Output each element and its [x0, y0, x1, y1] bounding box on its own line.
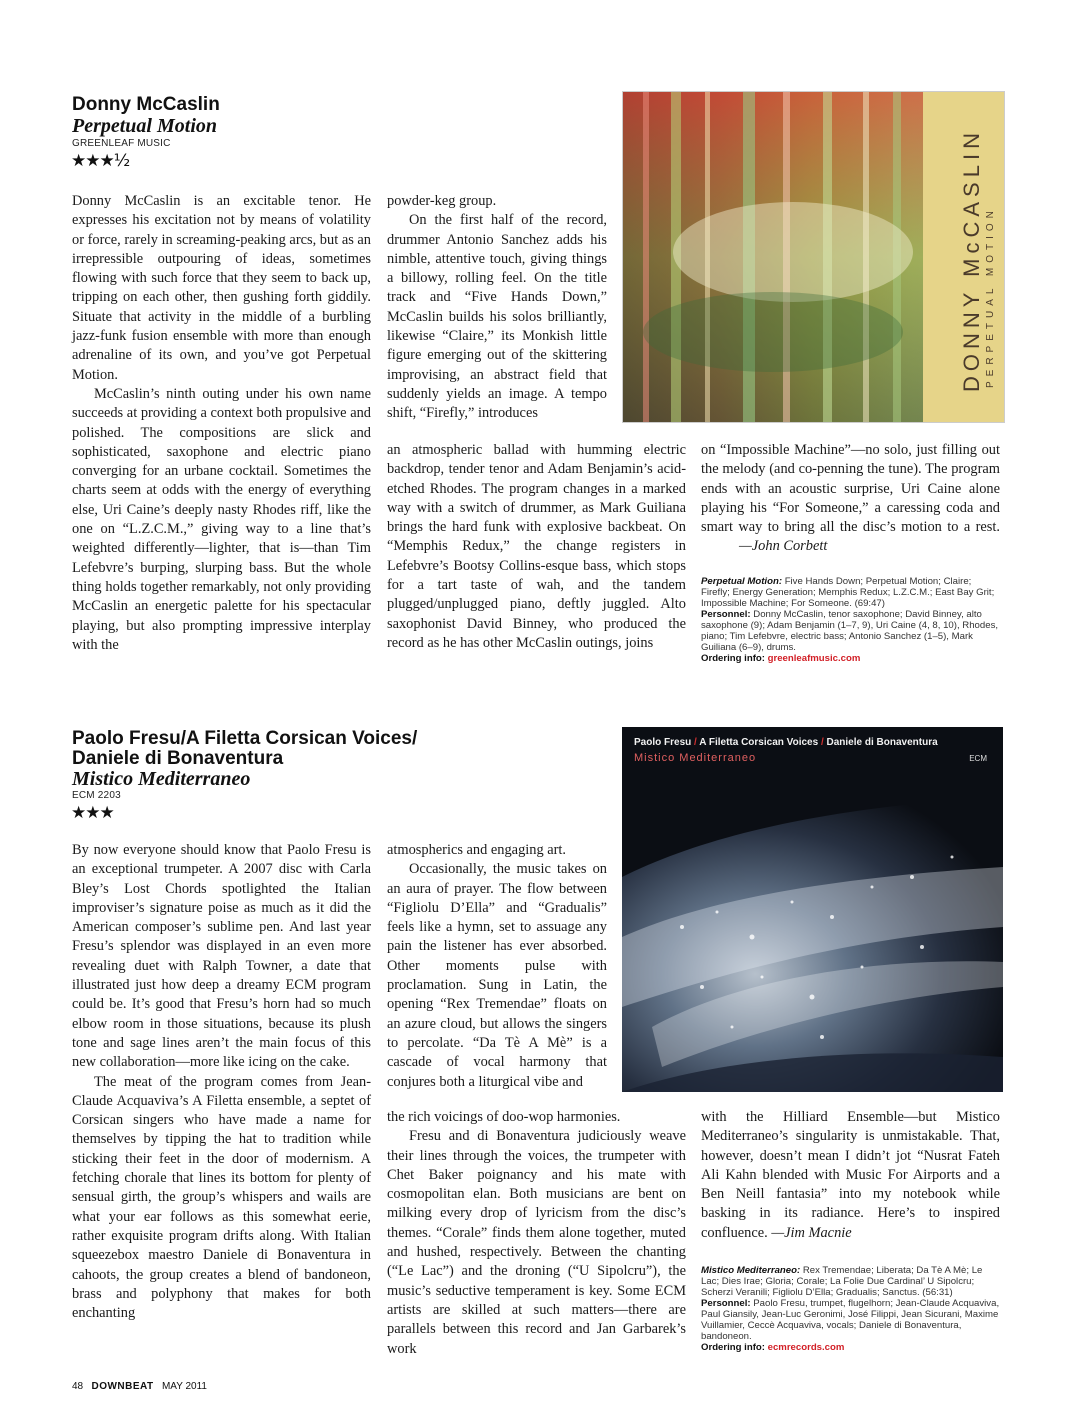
review1-col2-paragraph-1: powder-keg group.	[387, 193, 497, 209]
page-number: 48	[72, 1381, 84, 1392]
review1-cover-art	[623, 92, 1004, 422]
review2-ordering-link[interactable]: ecmrecords.com	[767, 1342, 845, 1353]
review2-col2-paragraph-3: the rich voicings of doo-wop harmonies.	[387, 1109, 621, 1125]
review1-star-rating: ★★★½	[71, 151, 130, 171]
review1-column-2-bottom	[387, 441, 686, 653]
magazine-name: DOWNBEAT	[91, 1381, 154, 1392]
page-footer	[72, 1381, 207, 1392]
review2-personnel: Paolo Fresu, trumpet, flugelhorn; Jean-Claude Acquaviva, Paul Giansily, Jean-Luc Geronimi, José Filippi, Jean Sicurani, Maxime Vuillamier, Ceccè Acquaviva, vocals; Daniele di Bonaventura, bandoneon.	[701, 1298, 1000, 1342]
review1-col1-paragraph-1: Donny McCaslin is an excitable tenor. He expresses his excitation not by means of volatility or force, rarely in screaming-peaking arcs, but as an irrepressible outpouring of ideas, sometimes flowing with such force that they seem to back up, tripping on each other, then gushing forth giddily. Situate that activity in the middle of a burbling jazz-funk fusion ensemble with more than enough adrenaline of its own, and you’ve got Perpetual Motion.	[72, 193, 371, 383]
review2-artist-line-1: Paolo Fresu/A Filetta Corsican Voices/	[72, 728, 418, 749]
review2-personnel-label: Personnel:	[701, 1298, 751, 1309]
review1-personnel: Donny McCaslin, tenor saxophone; David Binney, alto saxophone (9); Adam Benjamin (1–7, 9), Uri Caine (4, 8, 10), Rhodes, piano; Tim Lefebvre, electric bass; Antonio Sanchez (1–5), Mark Guiliana (6–9), drums.	[701, 609, 999, 653]
review1-tracks: Five Hands Down; Perpetual Motion; Claire; Firefly; Energy Generation; Memphis Redux; L.Z.C.M.; East Bay Grit; Impossible Machine; For Someone. (69:47)	[701, 576, 995, 609]
issue-date: MAY 2011	[161, 1381, 207, 1392]
review2-cover-artists: Paolo Fresu / A Filetta Corsican Voices / Daniele di Bonaventura	[634, 737, 938, 748]
review1-artist: Donny McCaslin	[72, 94, 220, 115]
review1-col1-paragraph-2: McCaslin’s ninth outing under his own name succeeds at providing a context both propulsive and polished. The compositions are slick and sophisticated, saxophone and electric piano converging for an urbane cocktail. Sometimes the charts seem at odds with the energy of everything else, Uri Caine’s deeply nasty Rhodes riff, like the one on “L.Z.C.M.,” giving way to a line that’s weighted differently—lighter, that is—than Tim Lefebvre’s burping, slurping bass. But the whole thing holds together remarkably, not only providing McCaslin an energetic palette for his spectacular playing, but also prompting impressive interplay with the	[72, 385, 371, 653]
review1-cover-artist-name: DONNY McCASLIN	[959, 128, 984, 392]
review2-artist-line-2: Daniele di Bonaventura	[72, 748, 284, 769]
review1-cover-album-name: PERPETUAL MOTION	[985, 206, 996, 388]
review1-col3-paragraph: on “Impossible Machine”—no solo, just filling out the melody (and co-penning the tune). The program ends with an acoustic surprise, Uri Caine alone playing his “For Someone,” a caressing coda and smart way to bring all the disc’s motion to a rest.—John Corbett	[701, 442, 1000, 555]
review2-column-3	[701, 1108, 1000, 1243]
review2-col1-paragraph-1: By now everyone should know that Paolo Fresu is an exceptional trumpeter. A 2007 disc with Carla Bley’s Lost Chords spotlighted the Italian improviser’s signature poise as much as it did the American composer’s sublime pen. And last year Fresu’s splendor was displayed in an even more revealing duet with Ralph Towner, a date that illustrated just how deep a dreamy ECM program could be. It’s good that Fresu’s horn had so much elbow room in those situations, because its plush tone and sage lines aren’t the main focus of this new collaboration—more like icing on the cake.	[72, 842, 371, 1071]
review1-signature: —John Corbett	[739, 538, 828, 555]
review2-col2-paragraph-2: Occasionally, the music takes on an aura of prayer. The flow between “Figliolu D’Ella” and “Gradualis” feels like a hymn, set to assuage any pain the listener has ever absorbed. Other moments pulse with proclamation. Sung in Latin, the opening “Rex Tremendae” floats on an azure cloud, but allows the singers to percolate. “Da Tè A Mè” is a cascade of vocal harmony that conjures both a liturgical vibe and	[387, 861, 607, 1090]
review1-ordering-label: Ordering info:	[701, 653, 765, 664]
review1-col2-paragraph-2: On the first half of the record, drummer Antonio Sanchez adds his nimble, attentive touch, giving things a billowy, rolling feel. On the title track and “Five Hands Down,” McCaslin builds his solos brilliantly, likewise “Claire,” its Monkish little figure emerging out of the skittering improvising, an abstract field that suddenly yields an image. A tempo shift, “Firefly,” introduces	[387, 212, 607, 422]
review1-album-title: Perpetual Motion	[72, 115, 218, 137]
review2-tracks: Rex Tremendae; Liberata; Da Tè A Mè; Le Lac; Dies Irae; Gloria; Corale; La Folie Due Cardinal’ U Sipolcru; Scherzi Veranili; Figliolu D’Ella; Gradualis; Sanctus. (56:31)	[701, 1265, 983, 1298]
review2-record-label: ECM 2203	[72, 790, 121, 801]
review2-cover-title: Mistico Mediterraneo	[634, 752, 757, 764]
review2-album-cover	[622, 727, 1003, 1092]
review2-track-listing	[701, 1265, 1000, 1353]
review2-col2-paragraph-4: Fresu and di Bonaventura judiciously weave their lines through the voices, the trumpeter with Chet Baker poignancy and his mate with cosmopolitan elan. Both musicians are bent on milking every drop of lyricism from the disc’s themes. “Corale” finds them alone together, muted and hushed, respectively. Between the chanting (“Le Lac”) and the droning (“U Sipolcru”), the music’s seductive temperament is key. Some ECM artists are skilled at such matters—there are parallels between this record and Jan Garbarek’s work	[387, 1128, 686, 1357]
review2-col2-paragraph-1: atmospherics and engaging art.	[387, 842, 567, 858]
review2-column-1	[72, 841, 371, 1323]
review2-tracks-label: Mistico Mediterraneo:	[701, 1265, 801, 1276]
review2-col3-paragraph: with the Hilliard Ensemble—but Mistico Mediterraneo’s singularity is unmistakable. That, however, doesn’t mean I didn’t jot “Nusrat Fateh Ali Kahn blended with Music For Airports and a Ben Neill fantasia” into my notebook while basking in its radiance. Here’s to inspired confluence. —Jim Macnie	[701, 1109, 1000, 1241]
review2-signature: —Jim Macnie	[771, 1224, 852, 1241]
review1-ordering-link[interactable]: greenleafmusic.com	[767, 653, 861, 664]
review2-album-title: Mistico Mediterraneo	[72, 768, 251, 790]
review1-personnel-label: Personnel:	[701, 609, 751, 620]
review2-star-rating: ★★★	[71, 803, 114, 823]
review1-record-label: GREENLEAF MUSIC	[72, 138, 171, 149]
review2-ordering-label: Ordering info:	[701, 1342, 765, 1353]
review1-album-cover	[622, 91, 1005, 423]
review2-cover-label-logo: ECM	[969, 754, 987, 763]
review1-column-1	[72, 192, 371, 655]
review2-column-2-top	[387, 841, 607, 1092]
review1-column-2-top	[387, 192, 607, 424]
review1-tracks-label: Perpetual Motion:	[701, 576, 783, 587]
review1-track-listing	[701, 576, 1000, 664]
review1-col2-paragraph-3: an atmospheric ballad with humming electric backdrop, tender tenor and Adam Benjamin’s acid-etched Rhodes. The program changes in a marked way with a switch of drummer, as Mark Guiliana brings the hard funk with explosive backbeat. On “Memphis Redux,” the change registers in Lefebvre’s Bootsy Collins-esque bass, which stops for a tart taste of wah, and the tandem plugged/unplugged piano, deftly juggled. Alto saxophonist David Binney, who produced the record as he has other McCaslin outings, joins	[387, 442, 686, 651]
review2-cover-art	[622, 727, 1003, 1092]
review2-col1-paragraph-2: The meat of the program comes from Jean-Claude Acquaviva’s A Filetta ensemble, a septet of Corsican singers who have made a name for themselves by tipping the hat to tradition while sticking their feet in the door of modernism. A fetching chorale that lines its bottom for plenty of sensual girth, the group’s whispers and wails are what your ear follows as this somewhat eerie, rather exquisite program drifts along. With Italian squeezebox maestro Daniele di Bonaventura in cahoots, the group creates a blend of bandoneon, brass and polyphony that makes for both enchanting	[72, 1073, 371, 1322]
review2-column-2-bottom	[387, 1108, 686, 1359]
review1-column-3	[701, 441, 1000, 557]
